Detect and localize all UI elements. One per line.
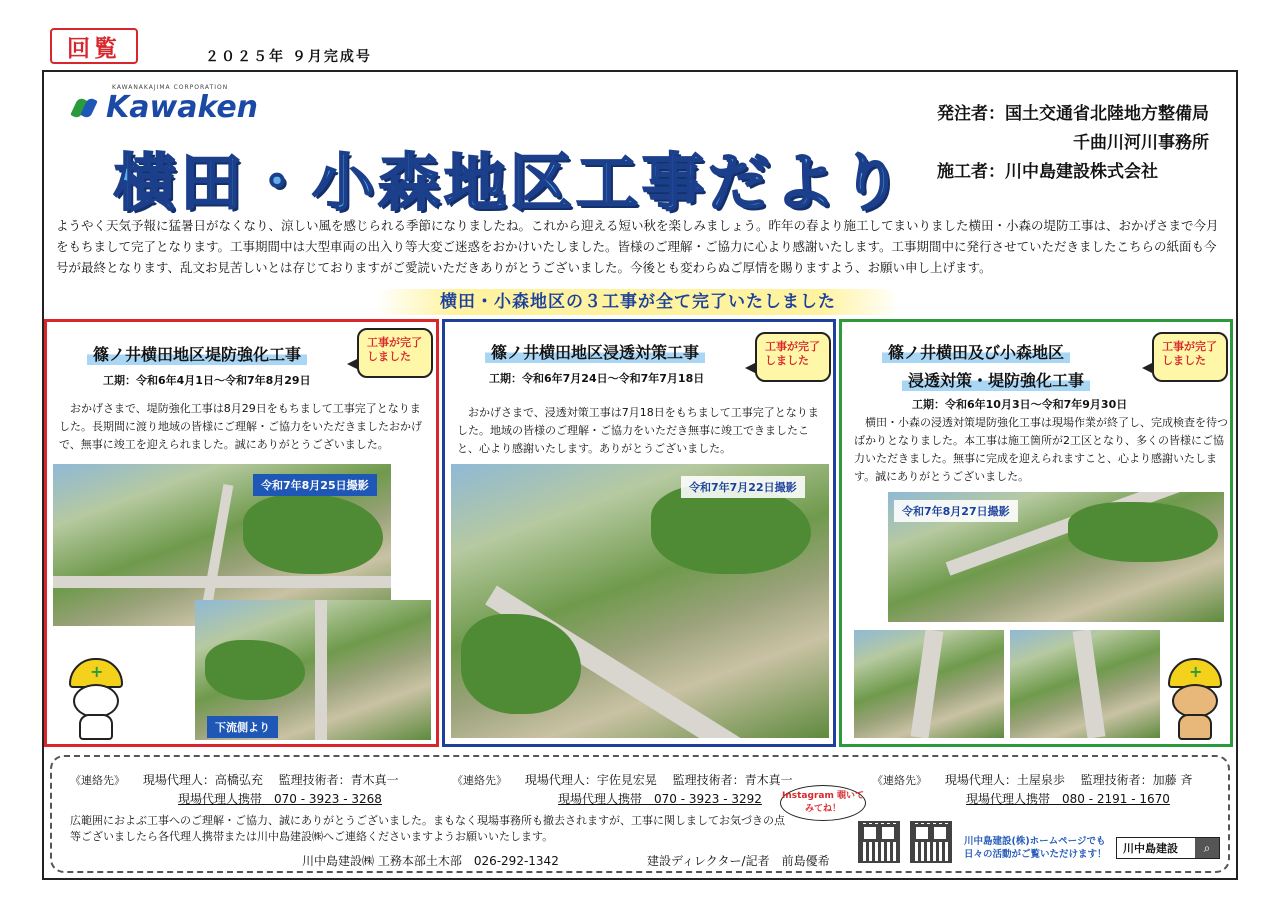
site-agent: 現場代理人：土屋泉歩 <box>944 773 1065 787</box>
supervising-engineer: 監理技術者：青木真一 <box>672 773 793 787</box>
contact-label: 《連絡先》 <box>70 774 125 787</box>
aerial-photo <box>451 464 829 738</box>
homepage-qr-icon[interactable] <box>910 821 952 863</box>
page-title: 横田・小森地区工事だより <box>114 146 907 219</box>
photo-caption: 令和7年8月25日撮影 <box>253 474 377 496</box>
contact-row-3 <box>872 771 1193 788</box>
footer-note: 広範囲におよぶ工事へのご理解・ご協力、誠にありがとうございました。まもなく現場事務所も撤去されますが、工事に関しましてお気づきの点等ございましたら各代理人携帯または川中島建設㈱へご連絡くださいますようお願いいたします。 <box>70 814 785 843</box>
company-logo <box>72 90 258 125</box>
photo-caption: 令和7年8月27日撮影 <box>894 500 1018 522</box>
dog-mascot-icon <box>1164 658 1226 740</box>
magnifier-icon[interactable]: ⌕ <box>1195 838 1219 858</box>
phone-link-2[interactable]: 現場代理人携帯 070 - 3923 - 3292 <box>558 792 762 806</box>
contact-row-2 <box>452 771 793 788</box>
supervising-engineer: 監理技術者：青木真一 <box>278 773 399 787</box>
site-agent: 現場代理人：宇佐見宏晃 <box>524 773 657 787</box>
client-line-2: 千曲川河川事務所 <box>1073 133 1209 153</box>
kairan-stamp: 回覧 <box>50 28 138 64</box>
completion-bubble: 工事が完了しました <box>755 332 831 382</box>
phone-link-3[interactable]: 現場代理人携帯 080 - 2191 - 1670 <box>966 792 1170 806</box>
contact-row-1 <box>70 771 399 788</box>
logo-text: Kawaken <box>106 90 259 125</box>
search-box[interactable] <box>1116 837 1220 859</box>
logo-subtext: KAWANAKAJIMA CORPORATION <box>112 84 229 91</box>
panel-title: 篠ノ井横田地区浸透対策工事 <box>485 340 705 363</box>
panel-body: おかげさまで、堤防強化工事は8月29日をもちまして工事完了となりました。長期間に渡り地域の皆様にご理解・ご協力をいただきましたおかげで、無事に竣工を迎えられました。誠にありがとうございました。 <box>59 402 422 451</box>
contact-label: 《連絡先》 <box>872 774 927 787</box>
client-line-1: 発注者：国土交通省北陸地方整備局 <box>937 104 1209 124</box>
panel-body: 横田・小森の浸透対策堤防強化工事は現場作業が終了し、完成検査を待つばかりとなりました。本工事は施工箇所が2工区となり、多くの皆様にご協力いただきました。無事に完成を迎えられますこと、心より感謝いたします。誠にありがとうございました。 <box>854 416 1228 483</box>
client-info <box>937 100 1209 187</box>
photo-caption: 令和7年7月22日撮影 <box>681 476 805 498</box>
issue-date: ２０２５年 ９月完成号 <box>205 49 372 65</box>
contact-box <box>50 755 1230 873</box>
completion-bubble: 工事が完了しました <box>1152 332 1228 382</box>
panel-yokota-levee <box>44 319 439 747</box>
site-agent: 現場代理人：高橋弘充 <box>142 773 263 787</box>
panel-title: 篠ノ井横田及び小森地区 <box>882 340 1070 363</box>
panel-period: 工期：令和6年4月1日～令和7年8月29日 <box>103 374 311 387</box>
director-credit: 建設ディレクター/記者 前島優希 <box>647 854 830 868</box>
office-contact: 川中島建設㈱ 工務本部土木部 026-292-1342 <box>302 854 559 868</box>
panel-komori <box>839 319 1233 747</box>
panel-title: 篠ノ井横田地区堤防強化工事 <box>87 342 307 365</box>
contact-label: 《連絡先》 <box>452 774 507 787</box>
phone-link-1[interactable]: 現場代理人携帯 070 - 3923 - 3268 <box>178 792 382 806</box>
contractor-line: 施工者：川中島建設株式会社 <box>937 162 1158 182</box>
homepage-note-line-2: 日々の活動がご覧いただけます！ <box>964 849 1107 860</box>
panel-body: おかげさまで、浸透対策工事は7月18日をもちまして工事完了となりました。地域の皆様のご理解・ご協力をいただき無事に竣工できましたこと、心より感謝いたします。ありがとうございました。 <box>457 406 819 455</box>
instagram-bubble: Instagram 覗いてみてね！ <box>780 785 866 821</box>
completion-banner: 横田・小森地区の３工事が全て完了いたしました <box>376 289 900 315</box>
photo-caption-2: 下流側より <box>207 716 278 738</box>
cat-mascot-icon <box>65 658 127 740</box>
supervising-engineer: 監理技術者：加藤 斉 <box>1080 773 1193 787</box>
panel-title-2: 浸透対策・堤防強化工事 <box>902 368 1090 391</box>
search-query[interactable]: 川中島建設 <box>1123 842 1178 855</box>
panel-yokota-seepage <box>442 319 836 747</box>
panel-period: 工期：令和6年7月24日～令和7年7月18日 <box>489 372 705 385</box>
logo-mark-icon <box>72 94 100 122</box>
completion-bubble: 工事が完了しました <box>357 328 433 378</box>
aerial-photo-3 <box>1010 630 1160 738</box>
panel-period: 工期：令和6年10月3日～令和7年9月30日 <box>912 398 1128 411</box>
instagram-qr-icon[interactable] <box>858 821 900 863</box>
homepage-note-line-1: 川中島建設(株)ホームページでも <box>964 836 1106 847</box>
intro-text: ようやく天気予報に猛暑日がなくなり、涼しい風を感じられる季節になりましたね。これから迎える短い秋を楽しみましょう。昨年の春より施工してまいりました横田・小森の堤防工事は、おかげさまで今月をもちまして完了となります。工事期間中は大型車両の出入り等大変ご迷惑をおかけいたしました。皆様のご理解・ご協力に心より感謝いたします。工事期間中に発行させていただきましたこちらの紙面も今号が最終となります、乱文お見苦しいとは存じておりますがご愛読いただきありがとうございました。今後とも変わらぬご厚情を賜りますよう、お願い申し上げます。 <box>56 218 1219 275</box>
aerial-photo-2 <box>854 630 1004 738</box>
homepage-note <box>964 835 1107 861</box>
